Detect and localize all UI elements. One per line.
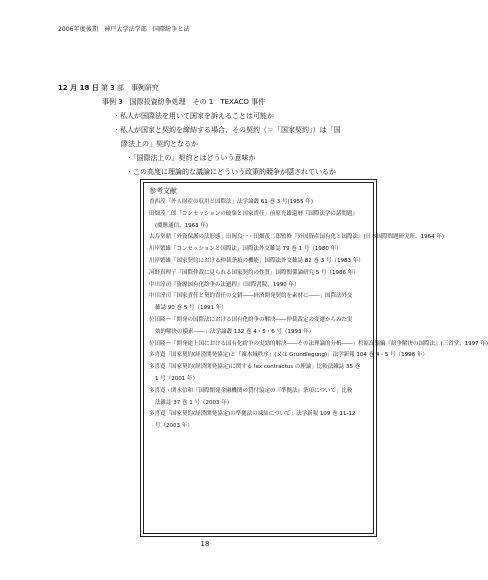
page-number: 18 bbox=[200, 540, 210, 548]
reference-item bbox=[149, 197, 374, 209]
reference-item bbox=[149, 291, 374, 315]
reference-item bbox=[149, 409, 374, 433]
reference-item bbox=[149, 339, 488, 351]
section-date: 12 月 18 日 bbox=[58, 84, 99, 92]
question-4: ・この高度に理論的な議論にどういう政策的競争が隠されているか bbox=[126, 168, 336, 176]
reference-text-continued: 雑誌 90 巻 5 号（1991 年） bbox=[155, 305, 227, 312]
reference-text-continued: 号（2003 年） bbox=[155, 423, 193, 430]
reference-text: 香西茂「外人財産の収用と国際法」法学論叢 61 巻 3 号(1955 年) bbox=[149, 199, 314, 205]
reference-text: 位田隆一「開発の国際法における国有化紛争の解決――仲裁裁定の変遷からみた実 bbox=[149, 316, 353, 323]
references-box bbox=[140, 179, 488, 537]
reference-item bbox=[149, 315, 374, 339]
reference-text: 位田隆一「開発途上国における国有化紛争の実効的解決――その法理論的分析――」杉原高嶺編『紛争解決の国際法』(三省堂、1997 年) bbox=[149, 340, 488, 347]
reference-text: 川岸繁雄「コンセッションと国際法」国際法外交雑誌 79 巻 1 号（1980 年） bbox=[149, 246, 342, 253]
reference-text: 多喜寛「国家契約(経済開発協定)と『複本域秩序』(又は Grundlegung)」法学新報 104 巻 4・5 号（1998 年） bbox=[149, 352, 428, 359]
reference-item bbox=[149, 362, 374, 386]
reference-item bbox=[149, 256, 374, 268]
references-list bbox=[149, 197, 488, 433]
reference-item bbox=[149, 209, 374, 233]
reference-text: 中川淳司「国家責任と契約責任の交錯――経済開発契約を素材に――」国際法外交 bbox=[149, 293, 353, 300]
reference-item bbox=[149, 244, 374, 256]
question-3: ・「国際法上の」契約とはどういう意味か bbox=[126, 154, 256, 162]
section-title: 第 3 部 事例研究 bbox=[101, 84, 159, 92]
running-header: 2006年度後期 神戸大学法学部 国際紛争と法 bbox=[58, 26, 190, 33]
question-1: ・私人が国際法を用いて国家を訴えることは可能か bbox=[113, 112, 274, 120]
reference-text: 太寿堂鼎「外資保護の法形態」田岡良一・田畑茂二郎監修『外国資産国有化と国際法』(日本国際問題研究所、1964 年) bbox=[149, 234, 445, 241]
reference-text: 田畑茂二郎「コンセッションの破棄と国家責任」前原光雄還暦『国際法学の諸問題』 bbox=[149, 210, 358, 217]
case-title: 事例 3 国際投資紛争処理 その 1 TEXACO 事件 bbox=[102, 98, 266, 106]
reference-text: 河野真理子「国際仲裁に見られる国家契約の性質」国際関係論研究 5 号（1986 年） bbox=[149, 269, 359, 276]
reference-item bbox=[149, 386, 374, 410]
section-heading bbox=[58, 83, 159, 93]
reference-item bbox=[149, 280, 374, 292]
reference-text: 多喜寛「国家契約(経済開発協定)の準拠法の凍結について」法学新報 109 巻 11-12 bbox=[149, 411, 356, 418]
references-inner-frame bbox=[143, 182, 488, 534]
question-2-line-2: 際法上の」契約となるか bbox=[121, 140, 198, 148]
question-2-line-1: ・私人が国家と契約を締結する場合、その契約（＝「国家契約」）は「国 bbox=[113, 126, 341, 134]
reference-text: 川岸繁雄「国家契約における仲裁条項の機能」国際法外交雑誌 82 巻 3 号（1983 年） bbox=[149, 257, 364, 264]
reference-item bbox=[149, 350, 428, 362]
references-title: 参考文献 bbox=[149, 187, 177, 195]
reference-text-continued: 効的解決の模索――」法学論叢 132 巻 4・5・6 号（1993 年） bbox=[155, 328, 315, 335]
reference-item bbox=[149, 232, 445, 244]
reference-text: 多喜寛・関水信和「国際開発金融機関の貸付協定の『準拠法』条項について」比較 bbox=[149, 387, 353, 394]
reference-text: 中川淳司『資源国有化紛争の法過程』（国際書院、1990 年） bbox=[149, 281, 300, 288]
reference-text-continued: 法雑誌 37 巻 1 号（2003 年） bbox=[155, 399, 233, 406]
reference-item bbox=[149, 268, 374, 280]
reference-text-continued: (慶應通信、1963 年) bbox=[155, 222, 209, 229]
reference-text-continued: 1 号（2001 年） bbox=[155, 375, 198, 382]
reference-text: 多喜寛「国家契約(経済開発協定)に関する lex contractus の理論」比較法雑誌 35 巻 bbox=[149, 364, 361, 371]
